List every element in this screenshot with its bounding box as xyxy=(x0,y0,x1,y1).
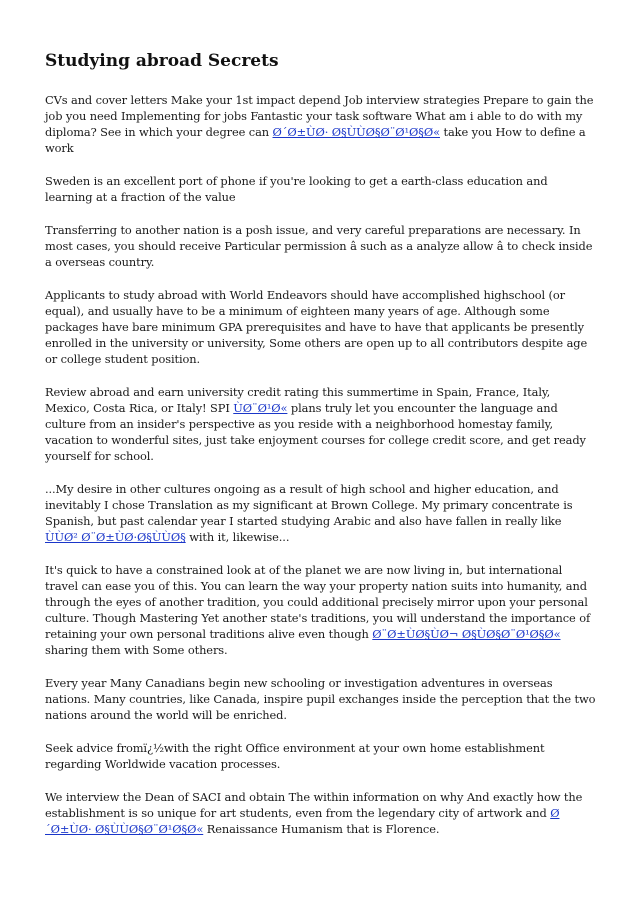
paragraph-text: plans truly let you encounter the language and culture from an insider's perspective as you reside with a neighborhood homestay family, vacation to wonderful sites, just take enjoyment courses for college credit score, and get ready yourself for school. xyxy=(45,401,586,463)
article-body xyxy=(45,92,597,837)
page-title: Studying abroad Secrets xyxy=(45,51,279,71)
paragraph xyxy=(45,562,597,658)
inline-link[interactable]: Ø´Ø±ÙØ· Ø§ÙÙØ§Ø¨Ø¹Ø§Ø« xyxy=(45,806,560,836)
document-page xyxy=(45,0,597,854)
paragraph xyxy=(45,222,597,270)
paragraph xyxy=(45,481,597,545)
paragraph xyxy=(45,740,597,772)
paragraph-text: Every year Many Canadians begin new schooling or investigation adventures in overseas nations. Many countries, like Canada, inspire pupil exchanges inside the perception that the two nations around the world will be enriched. xyxy=(45,676,596,722)
paragraph-text: ...My desire in other cultures ongoing as a result of high school and higher education, and inevitably I chose Translation as my significant at Brown College. My primary concentrate is Spanish, but past calendar year I started studying Arabic and also have fallen in really like xyxy=(45,482,573,528)
inline-link[interactable]: ÙÙØ² Ø¨Ø±ÙØ·Ø§ÙÙØ§ xyxy=(45,530,186,544)
paragraph-text: sharing them with Some others. xyxy=(45,643,228,657)
paragraph xyxy=(45,675,597,723)
paragraph-text: Applicants to study abroad with World Endeavors should have accomplished highschool (or equal), and usually have to be a minimum of eighteen many years of age. Although some packages have bare minimum GPA prerequisites and have to have that applicants be presently enrolled in the university or university, Some others are open up to all contributors despite age or college student position. xyxy=(45,288,588,366)
inline-link[interactable]: Ø¨Ø±ÙØ§ÙØ¬ Ø§ÙØ§Ø¨Ø¹Ø§Ø« xyxy=(372,627,561,641)
paragraph-text: Seek advice fromï¿½with the right Office environment at your own home establishment regarding Worldwide vacation processes. xyxy=(45,741,545,771)
paragraph xyxy=(45,173,597,205)
paragraph-text: CVs and cover letters Make your 1st impact depend Job interview strategies Prepare to gain the job you need Implementing for jobs Fantastic your task software What am i able to do with my diploma? See in which your degree can xyxy=(45,93,594,139)
paragraph-text: We interview the Dean of SACI and obtain The within information on why And exactly how the establishment is so unique for art students, even from the legendary city of artwork and xyxy=(45,790,583,820)
paragraph-text: with it, likewise... xyxy=(185,530,290,544)
paragraph-text: Sweden is an excellent port of phone if you're looking to get a earth-class education and learning at a fraction of the value xyxy=(45,174,548,204)
paragraph-text: Transferring to another nation is a posh issue, and very careful preparations are necessary. In most cases, you should receive Particular permission â such as a analyze allow â to check inside a overseas country. xyxy=(45,223,593,269)
paragraph-text: Renaissance Humanism that is Florence. xyxy=(203,822,440,836)
paragraph-text: It's quick to have a constrained look at of the planet we are now living in, but international travel can ease you of this. You can learn the way your property nation suits into humanity, and through the eyes of another tradition, you could additional precisely mirror upon your personal culture. Though Mastering Yet another state's traditions, you will understand the importance of retaining your own personal traditions alive even though xyxy=(45,563,591,641)
paragraph-text: Review abroad and earn university credit rating this summertime in Spain, France, Italy, Mexico, Costa Rica, or Italy! SPI xyxy=(45,385,551,415)
paragraph xyxy=(45,287,597,367)
paragraph xyxy=(45,92,597,156)
inline-link[interactable]: Ø´Ø±ÙØ· Ø§ÙÙØ§Ø¨Ø¹Ø§Ø« xyxy=(272,125,440,139)
paragraph-text: take you How to define a work xyxy=(45,125,586,155)
paragraph xyxy=(45,789,597,837)
inline-link[interactable]: ÙØ¨Ø¹Ø« xyxy=(233,401,288,415)
paragraph xyxy=(45,384,597,464)
